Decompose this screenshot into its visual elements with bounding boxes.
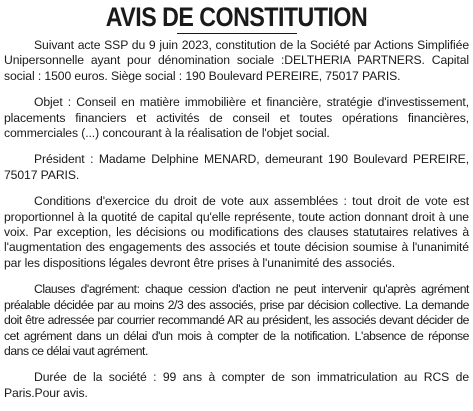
paragraph-president: Président : Madame Delphine MENARD, demeurant 190 Boulevard PEREIRE, 75017 PARIS. xyxy=(4,152,469,182)
notice-title: AVIS DE CONSTITUTION xyxy=(105,2,368,32)
paragraph-clauses-agrement: Clauses d'agrément: chaque cession d'action ne peut intervenir qu'après agrément préalable décidée par au moins 2/3 des associés, prise par décision collective. La demande doit être adressée par courrier recommandé AR au président, les associés devant décider de cet agrément dans un délai d'un mois à compter de la notification. L'absence de réponse dans ce délai vaut agrément. xyxy=(4,282,469,358)
paragraph-constitution: Suivant acte SSP du 9 juin 2023, constitution de la Société par Actions Simplifiée Unipersonnelle ayant pour dénomination sociale :DELTHERIA PARTNERS. Capital social : 1500 euros. Siège social : 190 Boulevard PEREIRE, 75017 PARIS. xyxy=(4,38,469,83)
title-underline xyxy=(177,33,297,34)
paragraph-droit-de-vote: Conditions d'exercice du droit de vote aux assemblées : tout droit de vote est proportionnel à la quotité de capital qu'elle représente, toute action donnant droit à une voix. Par exception, les décisions ou modifications des clauses statutaires relatives à l'augmentation des engagements des associés et toute décision soumise à l'unanimité par les dispositions légales devront être prises à l'unanimité des associés. xyxy=(4,194,469,270)
paragraph-duree: Durée de la société : 99 ans à compter de son immatriculation au RCS de Paris.Pour avis. xyxy=(4,370,469,400)
paragraph-objet: Objet : Conseil en matière immobilière et financière, stratégie d'investissement, placements financiers et activités de conseil et toutes opérations financières, commerciales (...) concourant à la réalisation de l'objet social. xyxy=(4,95,469,141)
